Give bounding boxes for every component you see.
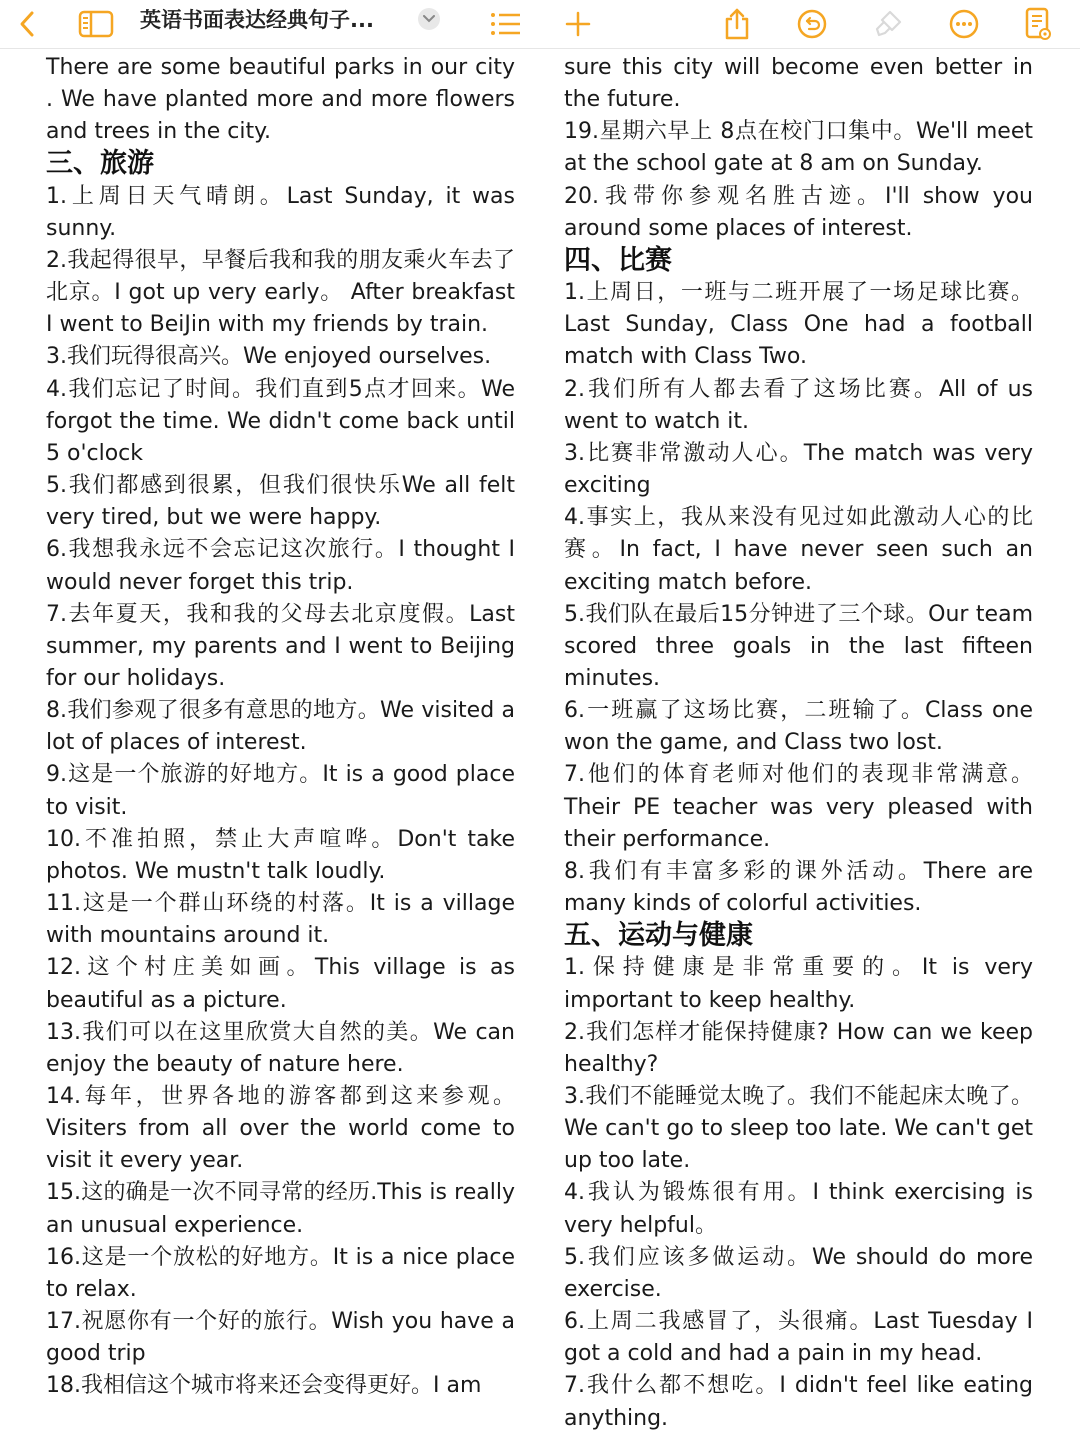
right-column	[564, 52, 1033, 1435]
list-item: 7.他们的体育老师对他们的表现非常满意。Their PE teacher was very pleased with their performance.	[564, 762, 1033, 852]
list-item: 15.这的确是一次不同寻常的经历.This is really an unusual experience.	[46, 1180, 515, 1238]
list-item: 2.我们怎样才能保持健康? How can we keep healthy?	[564, 1019, 1033, 1077]
undo-icon[interactable]	[794, 0, 830, 48]
list-item: 1.上周日，一班与二班开展了一场足球比赛。Last Sunday, Class One had a football match with Class Two.	[564, 280, 1033, 370]
list-item: 5.我们队在最后15分钟进了三个球。Our team scored three goals in the last fifteen minutes.	[564, 601, 1033, 691]
list-item: 5.我们都感到很累，但我们很快乐We all felt very tired, but we were happy.	[46, 473, 515, 531]
document-title[interactable]: 英语书面表达经典句子...	[140, 8, 374, 32]
list-item: 9.这是一个旅游的好地方。It is a good place to visit.	[46, 762, 515, 820]
list-item: 16.这是一个放松的好地方。It is a nice place to relax.	[46, 1244, 515, 1302]
list-item: 20.我带你参观名胜古迹。I'll show you around some places of interest.	[564, 183, 1033, 241]
share-icon[interactable]	[720, 0, 754, 48]
list-item: 1.上周日天气晴朗。Last Sunday, it was sunny.	[46, 183, 515, 241]
chevron-down-icon[interactable]	[418, 8, 440, 30]
list-item: 1.保持健康是非常重要的。It is very important to keep healthy.	[564, 955, 1033, 1013]
back-icon[interactable]	[10, 0, 44, 48]
list-item: 2.我们所有人都去看了这场比赛。All of us went to watch it.	[564, 376, 1033, 434]
continued-paragraph: sure this city will become even better in the future.	[564, 55, 1033, 113]
list-icon[interactable]	[488, 0, 524, 48]
list-item: 7.去年夏天，我和我的父母去北京度假。Last summer, my parents and I went to Beijing for our holidays.	[46, 601, 515, 691]
list-item: 14.每年，世界各地的游客都到这来参观。Visiters from all over the world come to visit it every year.	[46, 1084, 515, 1174]
more-icon[interactable]	[946, 0, 982, 48]
section-heading-health: 五、运动与健康	[564, 920, 753, 952]
list-item: 2.我起得很早，早餐后我和我的朋友乘火车去了北京。I got up very early。 After breakfast I went to BeiJin with my friends by train.	[46, 247, 515, 338]
list-item: 12.这个村庄美如画。This village is as beautiful as a picture.	[46, 955, 515, 1013]
intro-paragraph: There are some beautiful parks in our city . We have planted more and more flowers and trees in the city.	[46, 55, 515, 145]
list-item: 6.一班赢了这场比赛，二班输了。Class one won the game, and Class two lost.	[564, 698, 1033, 756]
list-item: 17.祝愿你有一个好的旅行。Wish you have a good trip	[46, 1309, 515, 1367]
list-item: 13.我们可以在这里欣赏大自然的美。We can enjoy the beauty of nature here.	[46, 1019, 515, 1077]
list-item: 4.我认为锻炼很有用。I think exercising is very helpful。	[564, 1180, 1033, 1238]
add-icon[interactable]	[562, 0, 594, 48]
list-item: 19.星期六早上 8点在校门口集中。We'll meet at the school gate at 8 am on Sunday.	[564, 119, 1033, 177]
sidebar-icon[interactable]	[76, 0, 116, 48]
left-column	[46, 52, 515, 1403]
list-item: 3.我们玩得很高兴。We enjoyed ourselves.	[46, 344, 492, 370]
format-brush-icon[interactable]	[870, 0, 906, 48]
list-item: 4.我们忘记了时间。我们直到5点才回来。We forgot the time. We didn't come back until 5 o'clock	[46, 376, 515, 466]
list-item: 6.我想我永远不会忘记这次旅行。I thought I would never forget this trip.	[46, 537, 515, 595]
list-item: 3.比赛非常激动人心。The match was very exciting	[564, 440, 1033, 499]
list-item: 8.我们参观了很多有意思的地方。We visited a lot of places of interest.	[46, 698, 515, 756]
section-heading-match: 四、比赛	[564, 244, 672, 276]
list-item: 6.上周二我感冒了，头很痛。Last Tuesday I got a cold and had a pain in my head.	[564, 1309, 1033, 1367]
document-icon[interactable]	[1020, 0, 1056, 48]
list-item: 3.我们不能睡觉太晚了。我们不能起床太晚了。We can't go to sleep too late. We can't get up too late.	[564, 1084, 1033, 1174]
list-item: 18.我相信这个城市将来还会变得更好。I am	[46, 1373, 482, 1399]
list-item: 4.事实上，我从来没有见过如此激动人心的比赛。In fact, I have never seen such an exciting match before.	[564, 505, 1033, 595]
list-item: 7.我什么都不想吃。I didn't feel like eating anything.	[564, 1373, 1033, 1431]
list-item: 8.我们有丰富多彩的课外活动。There are many kinds of colorful activities.	[564, 858, 1033, 917]
top-toolbar	[0, 0, 1080, 49]
list-item: 11.这是一个群山环绕的村落。It is a village with mountains around it.	[46, 891, 515, 949]
list-item: 5.我们应该多做运动。We should do more exercise.	[564, 1244, 1033, 1302]
section-heading-travel: 三、旅游	[46, 148, 154, 180]
list-item: 10.不准拍照，禁止大声喧哗。Don't take photos. We mustn't talk loudly.	[46, 826, 515, 884]
